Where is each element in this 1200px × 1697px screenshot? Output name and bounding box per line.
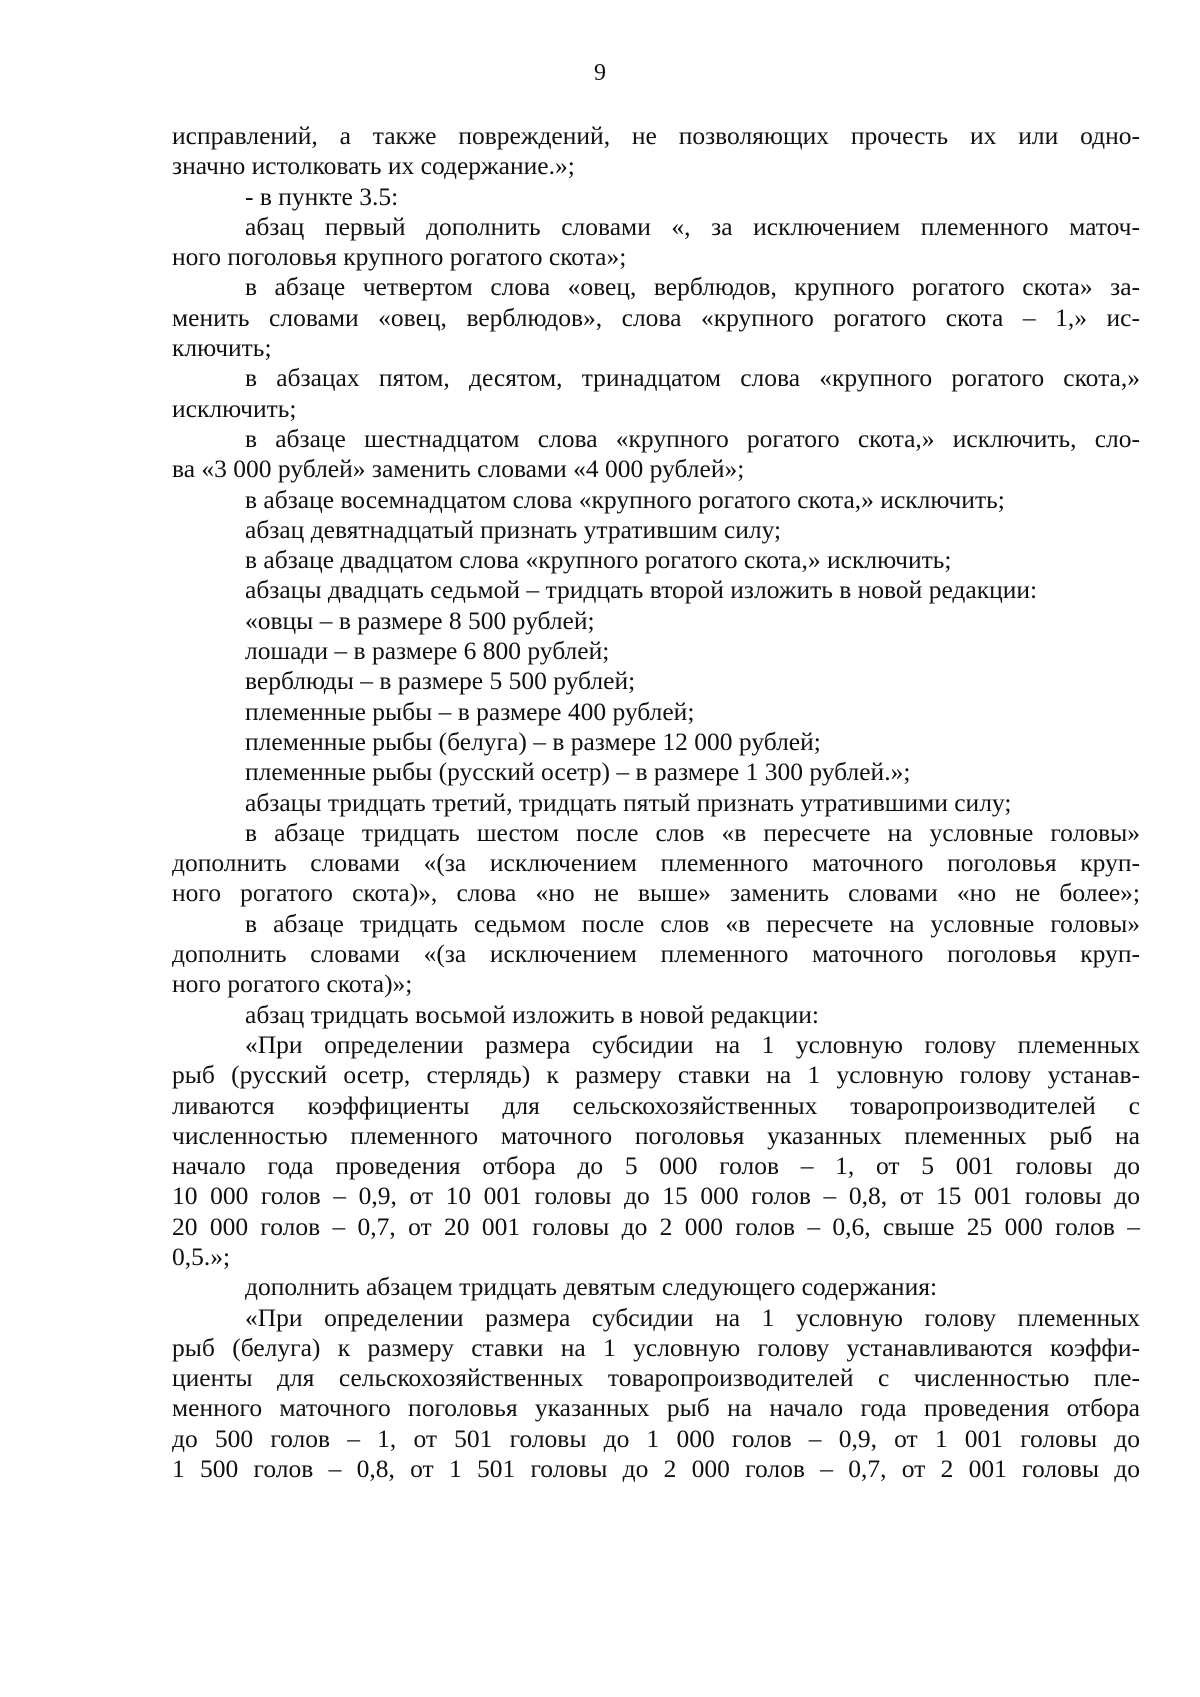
- text-line: менить словами «овец, верблюдов», слова «крупного рогатого скота – 1,» ис-: [172, 302, 1140, 332]
- text-line: циенты для сельскохозяйственных товаропроизводителей с численностью пле-: [172, 1363, 1140, 1393]
- text-line: 0,5.»;: [172, 1241, 231, 1271]
- text-line: рыб (русский осетр, стерлядь) к размеру ставки на 1 условную голову устанав-: [172, 1060, 1140, 1090]
- text-line: лошади – в размере 6 800 рублей;: [245, 636, 610, 666]
- text-line: - в пункте 3.5:: [245, 181, 399, 211]
- text-line: в абзаце двадцатом слова «крупного рогатого скота,» исключить;: [245, 545, 952, 575]
- text-line: верблюды – в размере 5 500 рублей;: [245, 666, 636, 696]
- text-line: начало года проведения отбора до 5 000 голов – 1, от 5 001 головы до: [172, 1151, 1140, 1181]
- text-line: рыб (белуга) к размеру ставки на 1 условную голову устанавливаются коэффи-: [172, 1332, 1140, 1362]
- text-line: численностью племенного маточного поголовья указанных племенных рыб на: [172, 1120, 1140, 1150]
- text-line: менного маточного поголовья указанных рыб на начало года проведения отбора: [172, 1393, 1140, 1423]
- text-line: до 500 голов – 1, от 501 головы до 1 000 голов – 0,9, от 1 001 головы до: [172, 1423, 1140, 1453]
- text-line: племенные рыбы (русский осетр) – в размере 1 300 рублей.»;: [245, 757, 911, 787]
- text-line: исключить;: [172, 393, 297, 423]
- text-line: ва «3 000 рублей» заменить словами «4 000 рублей»;: [172, 454, 745, 484]
- text-line: дополнить словами «(за исключением племенного маточного поголовья круп-: [172, 939, 1140, 969]
- text-line: ключить;: [172, 333, 272, 363]
- text-line: племенные рыбы (белуга) – в размере 12 000 рублей;: [245, 726, 821, 756]
- document-body: [172, 121, 1140, 1484]
- text-line: 1 500 голов – 0,8, от 1 501 головы до 2 000 голов – 0,7, от 2 001 головы до: [172, 1454, 1140, 1484]
- text-line: «овцы – в размере 8 500 рублей;: [245, 605, 595, 635]
- text-line: в абзаце шестнадцатом слова «крупного рогатого скота,» исключить, сло-: [245, 423, 1140, 453]
- text-line: ливаются коэффициенты для сельскохозяйственных товаропроизводителей с: [172, 1090, 1140, 1120]
- text-line: ного рогатого скота)», слова «но не выше» заменить словами «но не более»;: [172, 878, 1140, 908]
- text-line: в абзаце тридцать шестом после слов «в пересчете на условные головы»: [245, 817, 1140, 847]
- text-line: ного поголовья крупного рогатого скота»;: [172, 242, 627, 272]
- text-line: значно истолковать их содержание.»;: [172, 151, 575, 181]
- page-number: 9: [594, 60, 606, 86]
- text-line: «При определении размера субсидии на 1 условную голову племенных: [245, 1029, 1140, 1059]
- text-line: в абзаце восемнадцатом слова «крупного рогатого скота,» исключить;: [245, 484, 1005, 514]
- text-line: абзац тридцать восьмой изложить в новой редакции:: [245, 999, 819, 1029]
- text-line: ного рогатого скота)»;: [172, 969, 413, 999]
- text-line: абзацы тридцать третий, тридцать пятый признать утратившими силу;: [245, 787, 1012, 817]
- text-line: дополнить абзацем тридцать девятым следующего содержания:: [245, 1272, 938, 1302]
- text-line: дополнить словами «(за исключением племенного маточного поголовья круп-: [172, 848, 1140, 878]
- text-line: 20 000 голов – 0,7, от 20 001 головы до 2 000 голов – 0,6, свыше 25 000 голов –: [172, 1211, 1140, 1241]
- text-line: абзац девятнадцатый признать утратившим силу;: [245, 514, 782, 544]
- text-line: племенные рыбы – в размере 400 рублей;: [245, 696, 695, 726]
- text-line: исправлений, а также повреждений, не позволяющих прочесть их или одно-: [172, 121, 1140, 150]
- text-line: 10 000 голов – 0,9, от 10 001 головы до 15 000 голов – 0,8, от 15 001 головы до: [172, 1181, 1140, 1211]
- text-line: в абзаце четвертом слова «овец, верблюдов, крупного рогатого скота» за-: [245, 272, 1140, 302]
- text-line: «При определении размера субсидии на 1 условную голову племенных: [245, 1302, 1140, 1332]
- text-line: в абзаце тридцать седьмом после слов «в пересчете на условные головы»: [245, 908, 1140, 938]
- text-line: абзацы двадцать седьмой – тридцать второй изложить в новой редакции:: [245, 575, 1038, 605]
- text-line: абзац первый дополнить словами «, за исключением племенного маточ-: [245, 211, 1140, 241]
- text-line: в абзацах пятом, десятом, тринадцатом слова «крупного рогатого скота,»: [245, 363, 1140, 393]
